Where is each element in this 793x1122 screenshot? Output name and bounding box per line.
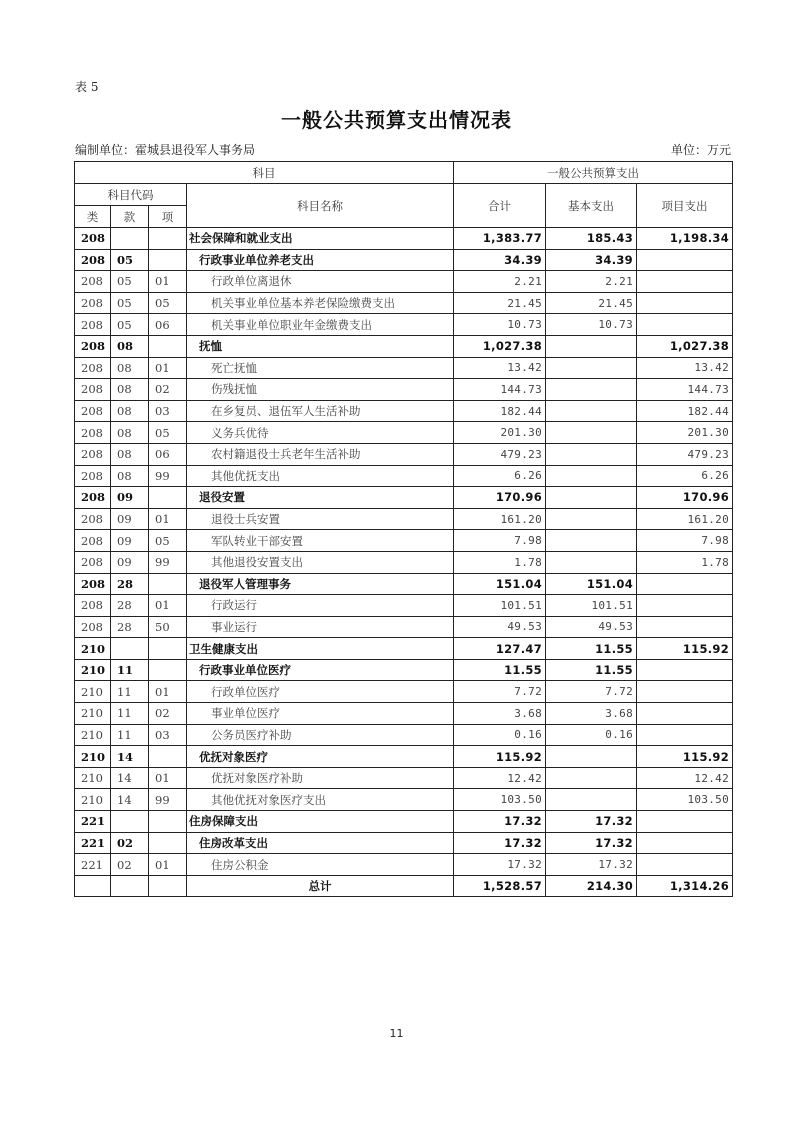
header-project: 项目支出 bbox=[637, 184, 733, 228]
cell-basic: 17.32 bbox=[546, 854, 637, 876]
table-row bbox=[75, 400, 733, 422]
page-number: 11 bbox=[389, 1027, 404, 1040]
cell-xiang: 99 bbox=[149, 551, 187, 573]
cell-lei: 208 bbox=[75, 271, 111, 293]
cell-basic: 11.55 bbox=[546, 659, 637, 681]
cell-kuan: 08 bbox=[111, 357, 149, 379]
cell-total: 161.20 bbox=[454, 508, 546, 530]
cell-basic bbox=[546, 767, 637, 789]
cell-name: 行政事业单位医疗 bbox=[187, 659, 454, 681]
table-row bbox=[75, 703, 733, 725]
cell-kuan: 09 bbox=[111, 508, 149, 530]
cell-name: 行政事业单位养老支出 bbox=[187, 249, 454, 271]
cell-kuan: 14 bbox=[111, 746, 149, 768]
cell-xiang bbox=[149, 573, 187, 595]
cell-kuan bbox=[111, 875, 149, 897]
cell-project bbox=[637, 703, 733, 725]
cell-kuan: 14 bbox=[111, 789, 149, 811]
cell-total: 1.78 bbox=[454, 551, 546, 573]
cell-project bbox=[637, 573, 733, 595]
cell-project bbox=[637, 811, 733, 833]
cell-name: 公务员医疗补助 bbox=[187, 724, 454, 746]
cell-basic bbox=[546, 443, 637, 465]
cell-xiang bbox=[149, 746, 187, 768]
cell-kuan bbox=[111, 638, 149, 660]
cell-name: 行政运行 bbox=[187, 595, 454, 617]
cell-total: 6.26 bbox=[454, 465, 546, 487]
cell-xiang: 01 bbox=[149, 854, 187, 876]
cell-kuan: 05 bbox=[111, 292, 149, 314]
cell-lei: 208 bbox=[75, 335, 111, 357]
cell-project bbox=[637, 292, 733, 314]
header-code: 科目代码 bbox=[75, 184, 187, 206]
cell-xiang: 01 bbox=[149, 271, 187, 293]
cell-lei: 210 bbox=[75, 681, 111, 703]
table-row bbox=[75, 616, 733, 638]
cell-basic bbox=[546, 746, 637, 768]
cell-total: 21.45 bbox=[454, 292, 546, 314]
cell-basic bbox=[546, 379, 637, 401]
cell-kuan: 28 bbox=[111, 573, 149, 595]
cell-kuan: 11 bbox=[111, 659, 149, 681]
cell-total: 49.53 bbox=[454, 616, 546, 638]
cell-total: 144.73 bbox=[454, 379, 546, 401]
cell-lei: 208 bbox=[75, 551, 111, 573]
cell-project bbox=[637, 832, 733, 854]
table-row bbox=[75, 465, 733, 487]
cell-total: 1,528.57 bbox=[454, 875, 546, 897]
table-row bbox=[75, 659, 733, 681]
cell-total: 11.55 bbox=[454, 659, 546, 681]
cell-xiang: 01 bbox=[149, 767, 187, 789]
cell-lei: 210 bbox=[75, 767, 111, 789]
cell-name: 退役士兵安置 bbox=[187, 508, 454, 530]
cell-lei: 221 bbox=[75, 832, 111, 854]
cell-basic: 34.39 bbox=[546, 249, 637, 271]
header-subject: 科目 bbox=[75, 162, 454, 184]
cell-xiang: 02 bbox=[149, 379, 187, 401]
cell-kuan: 14 bbox=[111, 767, 149, 789]
cell-total: 13.42 bbox=[454, 357, 546, 379]
cell-kuan: 28 bbox=[111, 616, 149, 638]
cell-kuan: 11 bbox=[111, 703, 149, 725]
cell-lei: 208 bbox=[75, 357, 111, 379]
header-xiang: 项 bbox=[149, 206, 187, 228]
cell-lei: 208 bbox=[75, 443, 111, 465]
cell-lei: 208 bbox=[75, 616, 111, 638]
cell-project: 13.42 bbox=[637, 357, 733, 379]
cell-project: 479.23 bbox=[637, 443, 733, 465]
cell-name: 退役军人管理事务 bbox=[187, 573, 454, 595]
cell-basic bbox=[546, 400, 637, 422]
cell-name: 事业运行 bbox=[187, 616, 454, 638]
cell-basic: 17.32 bbox=[546, 832, 637, 854]
cell-basic bbox=[546, 357, 637, 379]
cell-name: 其他优抚支出 bbox=[187, 465, 454, 487]
compiling-unit: 编制单位：霍城县退役军人事务局 bbox=[75, 143, 256, 157]
cell-total: 1,027.38 bbox=[454, 335, 546, 357]
cell-lei: 210 bbox=[75, 638, 111, 660]
cell-kuan: 11 bbox=[111, 724, 149, 746]
cell-xiang: 02 bbox=[149, 703, 187, 725]
table-row bbox=[75, 314, 733, 336]
cell-lei: 210 bbox=[75, 724, 111, 746]
cell-xiang: 05 bbox=[149, 530, 187, 552]
table-row bbox=[75, 724, 733, 746]
cell-name: 军队转业干部安置 bbox=[187, 530, 454, 552]
table-row bbox=[75, 811, 733, 833]
cell-basic: 185.43 bbox=[546, 228, 637, 250]
cell-name: 其他优抚对象医疗支出 bbox=[187, 789, 454, 811]
cell-xiang bbox=[149, 832, 187, 854]
cell-xiang bbox=[149, 875, 187, 897]
table-row bbox=[75, 422, 733, 444]
table-row bbox=[75, 379, 733, 401]
cell-basic: 11.55 bbox=[546, 638, 637, 660]
cell-kuan: 09 bbox=[111, 551, 149, 573]
cell-name: 总计 bbox=[187, 875, 454, 897]
header-budget: 一般公共预算支出 bbox=[454, 162, 733, 184]
cell-xiang bbox=[149, 228, 187, 250]
cell-total: 17.32 bbox=[454, 832, 546, 854]
table-number: 表 5 bbox=[75, 80, 99, 94]
cell-name: 其他退役安置支出 bbox=[187, 551, 454, 573]
cell-total: 2.21 bbox=[454, 271, 546, 293]
header-name: 科目名称 bbox=[187, 184, 454, 228]
cell-project bbox=[637, 681, 733, 703]
cell-lei: 221 bbox=[75, 854, 111, 876]
cell-lei: 208 bbox=[75, 573, 111, 595]
cell-project: 7.98 bbox=[637, 530, 733, 552]
cell-name: 在乡复员、退伍军人生活补助 bbox=[187, 400, 454, 422]
cell-name: 住房公积金 bbox=[187, 854, 454, 876]
cell-basic bbox=[546, 508, 637, 530]
cell-xiang: 03 bbox=[149, 400, 187, 422]
cell-total: 17.32 bbox=[454, 854, 546, 876]
cell-project bbox=[637, 616, 733, 638]
cell-basic: 17.32 bbox=[546, 811, 637, 833]
table-row bbox=[75, 487, 733, 509]
table-row bbox=[75, 530, 733, 552]
cell-total: 17.32 bbox=[454, 811, 546, 833]
table-row bbox=[75, 292, 733, 314]
cell-xiang: 99 bbox=[149, 789, 187, 811]
cell-basic: 2.21 bbox=[546, 271, 637, 293]
cell-basic: 3.68 bbox=[546, 703, 637, 725]
cell-project bbox=[637, 314, 733, 336]
cell-name: 农村籍退役士兵老年生活补助 bbox=[187, 443, 454, 465]
cell-lei: 208 bbox=[75, 487, 111, 509]
table-row bbox=[75, 767, 733, 789]
cell-total: 3.68 bbox=[454, 703, 546, 725]
cell-name: 社会保障和就业支出 bbox=[187, 228, 454, 250]
cell-xiang: 05 bbox=[149, 422, 187, 444]
cell-project bbox=[637, 249, 733, 271]
cell-total: 12.42 bbox=[454, 767, 546, 789]
cell-kuan: 05 bbox=[111, 314, 149, 336]
cell-name: 义务兵优待 bbox=[187, 422, 454, 444]
table-row bbox=[75, 271, 733, 293]
cell-xiang: 50 bbox=[149, 616, 187, 638]
table-row bbox=[75, 595, 733, 617]
table-row bbox=[75, 551, 733, 573]
cell-lei: 208 bbox=[75, 422, 111, 444]
cell-name: 住房改革支出 bbox=[187, 832, 454, 854]
cell-project bbox=[637, 595, 733, 617]
cell-basic: 151.04 bbox=[546, 573, 637, 595]
cell-kuan: 08 bbox=[111, 379, 149, 401]
table-row bbox=[75, 832, 733, 854]
currency-unit: 单位：万元 bbox=[670, 143, 731, 157]
cell-total: 127.47 bbox=[454, 638, 546, 660]
cell-xiang: 01 bbox=[149, 595, 187, 617]
cell-xiang: 01 bbox=[149, 681, 187, 703]
cell-basic: 49.53 bbox=[546, 616, 637, 638]
cell-total: 115.92 bbox=[454, 746, 546, 768]
cell-name: 行政单位医疗 bbox=[187, 681, 454, 703]
cell-name: 卫生健康支出 bbox=[187, 638, 454, 660]
cell-project: 144.73 bbox=[637, 379, 733, 401]
cell-name: 行政单位离退休 bbox=[187, 271, 454, 293]
cell-xiang bbox=[149, 638, 187, 660]
cell-lei bbox=[75, 875, 111, 897]
table-row bbox=[75, 746, 733, 768]
cell-basic: 101.51 bbox=[546, 595, 637, 617]
cell-project: 103.50 bbox=[637, 789, 733, 811]
cell-name: 退役安置 bbox=[187, 487, 454, 509]
cell-name: 优抚对象医疗 bbox=[187, 746, 454, 768]
table-body bbox=[75, 228, 733, 876]
cell-basic: 214.30 bbox=[546, 875, 637, 897]
cell-project: 182.44 bbox=[637, 400, 733, 422]
cell-name: 机关事业单位基本养老保险缴费支出 bbox=[187, 292, 454, 314]
cell-xiang bbox=[149, 811, 187, 833]
cell-basic bbox=[546, 422, 637, 444]
cell-total: 170.96 bbox=[454, 487, 546, 509]
cell-project: 201.30 bbox=[637, 422, 733, 444]
cell-basic bbox=[546, 487, 637, 509]
cell-lei: 208 bbox=[75, 595, 111, 617]
cell-name: 机关事业单位职业年金缴费支出 bbox=[187, 314, 454, 336]
cell-basic: 21.45 bbox=[546, 292, 637, 314]
cell-lei: 208 bbox=[75, 249, 111, 271]
cell-name: 死亡抚恤 bbox=[187, 357, 454, 379]
cell-total: 151.04 bbox=[454, 573, 546, 595]
table-row bbox=[75, 443, 733, 465]
cell-kuan: 02 bbox=[111, 832, 149, 854]
cell-kuan: 05 bbox=[111, 249, 149, 271]
cell-lei: 210 bbox=[75, 746, 111, 768]
cell-total: 34.39 bbox=[454, 249, 546, 271]
cell-name: 事业单位医疗 bbox=[187, 703, 454, 725]
cell-project bbox=[637, 271, 733, 293]
cell-xiang: 06 bbox=[149, 443, 187, 465]
cell-kuan: 08 bbox=[111, 465, 149, 487]
cell-project: 1,198.34 bbox=[637, 228, 733, 250]
cell-lei: 208 bbox=[75, 379, 111, 401]
cell-lei: 208 bbox=[75, 292, 111, 314]
cell-kuan: 08 bbox=[111, 335, 149, 357]
cell-project bbox=[637, 854, 733, 876]
cell-lei: 210 bbox=[75, 703, 111, 725]
header-lei: 类 bbox=[75, 206, 111, 228]
cell-lei: 208 bbox=[75, 508, 111, 530]
cell-total: 10.73 bbox=[454, 314, 546, 336]
cell-project: 12.42 bbox=[637, 767, 733, 789]
cell-total: 7.98 bbox=[454, 530, 546, 552]
cell-xiang: 01 bbox=[149, 357, 187, 379]
cell-total: 101.51 bbox=[454, 595, 546, 617]
table-row bbox=[75, 681, 733, 703]
cell-project bbox=[637, 659, 733, 681]
header-kuan: 款 bbox=[111, 206, 149, 228]
cell-kuan: 09 bbox=[111, 530, 149, 552]
cell-kuan bbox=[111, 228, 149, 250]
table-row bbox=[75, 357, 733, 379]
cell-basic: 10.73 bbox=[546, 314, 637, 336]
cell-xiang bbox=[149, 487, 187, 509]
cell-kuan: 02 bbox=[111, 854, 149, 876]
cell-name: 优抚对象医疗补助 bbox=[187, 767, 454, 789]
cell-total: 201.30 bbox=[454, 422, 546, 444]
table-row bbox=[75, 573, 733, 595]
cell-project: 115.92 bbox=[637, 638, 733, 660]
cell-basic bbox=[546, 530, 637, 552]
cell-xiang bbox=[149, 659, 187, 681]
table-row bbox=[75, 249, 733, 271]
cell-basic: 7.72 bbox=[546, 681, 637, 703]
cell-xiang: 01 bbox=[149, 508, 187, 530]
table-row bbox=[75, 789, 733, 811]
cell-project bbox=[637, 724, 733, 746]
cell-lei: 210 bbox=[75, 659, 111, 681]
table-row bbox=[75, 228, 733, 250]
cell-kuan: 28 bbox=[111, 595, 149, 617]
cell-project: 1.78 bbox=[637, 551, 733, 573]
cell-lei: 208 bbox=[75, 228, 111, 250]
cell-basic: 0.16 bbox=[546, 724, 637, 746]
cell-lei: 208 bbox=[75, 465, 111, 487]
cell-basic bbox=[546, 551, 637, 573]
table-row bbox=[75, 854, 733, 876]
cell-basic bbox=[546, 465, 637, 487]
cell-project: 161.20 bbox=[637, 508, 733, 530]
cell-kuan: 08 bbox=[111, 443, 149, 465]
cell-xiang bbox=[149, 335, 187, 357]
cell-kuan: 08 bbox=[111, 400, 149, 422]
cell-project: 6.26 bbox=[637, 465, 733, 487]
cell-project: 170.96 bbox=[637, 487, 733, 509]
cell-name: 住房保障支出 bbox=[187, 811, 454, 833]
cell-project: 115.92 bbox=[637, 746, 733, 768]
cell-xiang: 03 bbox=[149, 724, 187, 746]
cell-lei: 208 bbox=[75, 400, 111, 422]
cell-total: 7.72 bbox=[454, 681, 546, 703]
cell-name: 伤残抚恤 bbox=[187, 379, 454, 401]
table-row bbox=[75, 638, 733, 660]
cell-total: 182.44 bbox=[454, 400, 546, 422]
cell-project: 1,314.26 bbox=[637, 875, 733, 897]
cell-basic bbox=[546, 335, 637, 357]
cell-xiang bbox=[149, 249, 187, 271]
cell-total: 1,383.77 bbox=[454, 228, 546, 250]
header-total: 合计 bbox=[454, 184, 546, 228]
document-title: 一般公共预算支出情况表 bbox=[281, 108, 512, 132]
header-basic: 基本支出 bbox=[546, 184, 637, 228]
table-row bbox=[75, 335, 733, 357]
cell-lei: 208 bbox=[75, 314, 111, 336]
cell-total: 0.16 bbox=[454, 724, 546, 746]
cell-xiang: 05 bbox=[149, 292, 187, 314]
cell-lei: 210 bbox=[75, 789, 111, 811]
cell-project: 1,027.38 bbox=[637, 335, 733, 357]
cell-xiang: 06 bbox=[149, 314, 187, 336]
cell-kuan: 11 bbox=[111, 681, 149, 703]
cell-kuan: 08 bbox=[111, 422, 149, 444]
cell-basic bbox=[546, 789, 637, 811]
cell-lei: 221 bbox=[75, 811, 111, 833]
cell-total: 103.50 bbox=[454, 789, 546, 811]
cell-kuan: 09 bbox=[111, 487, 149, 509]
cell-lei: 208 bbox=[75, 530, 111, 552]
table-row bbox=[75, 508, 733, 530]
cell-kuan bbox=[111, 811, 149, 833]
cell-xiang: 99 bbox=[149, 465, 187, 487]
cell-kuan: 05 bbox=[111, 271, 149, 293]
total-row bbox=[75, 875, 733, 897]
cell-name: 抚恤 bbox=[187, 335, 454, 357]
budget-expenditure-table bbox=[74, 161, 733, 897]
cell-total: 479.23 bbox=[454, 443, 546, 465]
